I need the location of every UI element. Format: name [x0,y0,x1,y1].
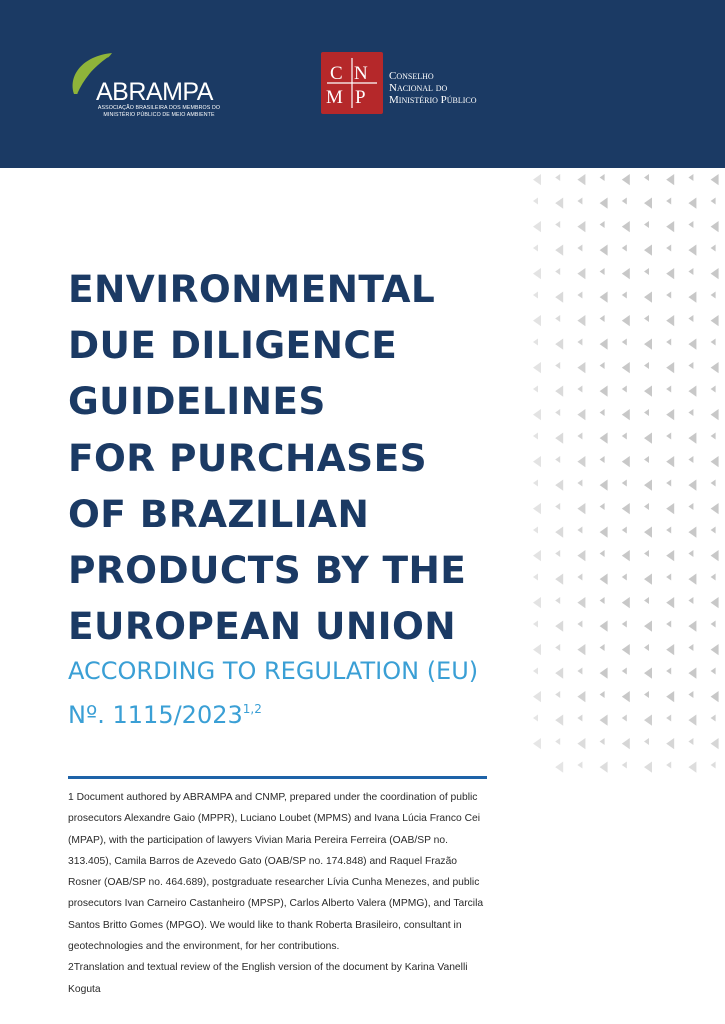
pattern-triangle [600,644,605,651]
pattern-triangle [555,715,563,726]
pattern-triangle [688,268,693,275]
pattern-triangle [622,174,630,185]
pattern-triangle [644,527,652,538]
pattern-triangle [688,362,693,369]
pattern-triangle [688,198,696,209]
pattern-triangle [688,221,693,228]
pattern-triangle [555,597,560,604]
footnotes [68,787,490,1000]
pattern-triangle [688,738,693,745]
pattern-triangle [622,315,630,326]
title-line: FOR PURCHASES [68,435,427,480]
pattern-triangle [533,386,538,393]
pattern-triangle [600,574,608,585]
pattern-triangle [533,268,541,279]
pattern-triangle [644,198,652,209]
pattern-triangle [666,221,674,232]
pattern-triangle [711,668,716,675]
pattern-triangle [577,456,585,467]
pattern-triangle [688,715,696,726]
pattern-triangle [600,715,608,726]
pattern-triangle [600,268,605,275]
pattern-triangle [711,597,719,608]
pattern-triangle [533,503,541,514]
pattern-triangle [622,339,627,346]
pattern-triangle [555,292,563,303]
pattern-triangle [555,480,563,491]
pattern-triangle [711,198,716,205]
pattern-triangle [688,691,693,698]
pattern-triangle [622,292,627,299]
pattern-triangle [600,597,605,604]
pattern-triangle [533,174,541,185]
pattern-triangle [666,174,674,185]
pattern-triangle [555,362,560,369]
pattern-triangle [666,644,674,655]
pattern-triangle [711,174,719,185]
abrampa-subtitle: ASSOCIAÇÃO BRASILEIRA DOS MEMBROS DO MINISTÉRIO PÚBLICO DE MEIO AMBIENTE [97,105,221,118]
pattern-triangle [688,480,696,491]
pattern-triangle [644,574,652,585]
pattern-triangle [577,245,582,252]
pattern-triangle [555,550,560,557]
pattern-triangle [600,668,608,679]
cnmp-line-3: Ministério Público [389,94,477,106]
pattern-triangle [577,762,582,769]
pattern-triangle [622,668,627,675]
pattern-triangle [711,762,716,769]
pattern-triangle [555,668,563,679]
pattern-triangle [666,550,674,561]
pattern-triangle [644,315,649,322]
pattern-triangle [688,174,693,181]
abrampa-logo [66,50,226,120]
cnmp-line-2: Nacional do [389,82,448,94]
pattern-triangle [600,315,605,322]
cnmp-logo [321,52,521,116]
pattern-triangle [688,597,693,604]
pattern-triangle [644,174,649,181]
pattern-triangle [688,550,693,557]
footnote-reference: 1,2 [242,702,262,716]
pattern-triangle [666,339,671,346]
pattern-triangle [533,597,541,608]
pattern-triangle [555,268,560,275]
pattern-triangle [555,433,563,444]
pattern-triangle [555,738,560,745]
pattern-triangle [622,621,627,628]
pattern-triangle [688,292,696,303]
pattern-triangle [600,480,608,491]
pattern-triangle [622,480,627,487]
pattern-triangle [577,574,582,581]
pattern-triangle [600,386,608,397]
pattern-triangle [644,433,652,444]
pattern-triangle [577,409,585,420]
pattern-triangle [555,245,563,256]
pattern-triangle [577,550,585,561]
abrampa-name: ABRAMPA [96,78,213,106]
title-line: DUE DILIGENCE [68,323,398,368]
pattern-triangle [622,221,630,232]
pattern-triangle [622,527,627,534]
pattern-triangle [711,221,719,232]
pattern-triangle [666,362,674,373]
pattern-triangle [600,409,605,416]
pattern-triangle [600,221,605,228]
svg-text:M: M [326,87,343,108]
pattern-triangle [622,550,630,561]
pattern-triangle [600,621,608,632]
pattern-triangle [577,292,582,299]
pattern-triangle [555,574,563,585]
subtitle-line-1: ACCORDING TO REGULATION (EU) [68,657,479,685]
pattern-triangle [644,339,652,350]
pattern-triangle [688,644,693,651]
pattern-triangle [533,668,538,675]
pattern-triangle [622,433,627,440]
pattern-triangle [688,527,696,538]
pattern-triangle [666,597,674,608]
pattern-triangle [555,315,560,322]
pattern-triangle [577,644,585,655]
pattern-triangle [644,362,649,369]
pattern-triangle [622,762,627,769]
pattern-triangle [666,668,671,675]
pattern-triangle [600,503,605,510]
pattern-triangle [644,621,652,632]
regulation-number: Nº. 1115/2023 [68,701,243,729]
pattern-triangle [555,762,563,773]
pattern-triangle [577,362,585,373]
pattern-triangle [600,456,605,463]
document-title [68,261,508,654]
pattern-triangle [666,738,674,749]
cnmp-line-1: Conselho [389,70,434,82]
pattern-triangle [666,527,671,534]
pattern-triangle [688,668,696,679]
pattern-triangle [711,621,716,628]
pattern-triangle [577,738,585,749]
pattern-triangle [688,409,693,416]
pattern-triangle [533,456,541,467]
pattern-triangle [555,503,560,510]
pattern-triangle [533,480,538,487]
title-line: OF BRAZILIAN [68,491,370,536]
pattern-triangle [622,386,627,393]
pattern-triangle [577,221,585,232]
pattern-triangle [533,433,538,440]
pattern-triangle [622,268,630,279]
pattern-triangle [577,268,585,279]
pattern-triangle [555,527,563,538]
pattern-triangle [533,691,541,702]
svg-text:N: N [354,63,368,84]
pattern-triangle [533,198,538,205]
pattern-triangle [555,339,563,350]
pattern-triangle [666,315,674,326]
pattern-triangle [666,762,671,769]
cnmp-name [389,70,529,106]
pattern-triangle [666,691,674,702]
pattern-triangle [666,409,674,420]
pattern-triangle [711,715,716,722]
pattern-triangle [622,715,627,722]
pattern-triangle [711,292,716,299]
pattern-triangle [644,268,649,275]
pattern-triangle [600,691,605,698]
pattern-triangle [711,644,719,655]
svg-text:P: P [355,87,366,108]
pattern-triangle [644,691,649,698]
pattern-triangle [666,433,671,440]
pattern-triangle [711,362,719,373]
pattern-triangle [666,621,671,628]
pattern-triangle [533,339,538,346]
pattern-triangle [533,409,541,420]
pattern-triangle [533,621,538,628]
svg-text:C: C [330,63,343,84]
pattern-triangle [666,292,671,299]
pattern-triangle [644,644,649,651]
pattern-triangle [555,409,560,416]
pattern-triangle [600,174,605,181]
title-line: EUROPEAN UNION [68,604,457,649]
pattern-triangle [577,668,582,675]
triangle-pattern [525,168,725,788]
pattern-triangle [711,480,716,487]
pattern-triangle [600,339,608,350]
pattern-triangle [600,762,608,773]
pattern-triangle [711,409,719,420]
pattern-triangle [688,456,693,463]
pattern-triangle [622,456,630,467]
pattern-triangle [711,386,716,393]
pattern-triangle [711,315,719,326]
pattern-triangle [644,597,649,604]
pattern-triangle [600,362,605,369]
pattern-triangle [555,644,560,651]
cover-header [0,0,725,168]
pattern-triangle [577,174,585,185]
pattern-triangle [555,456,560,463]
pattern-triangle [555,198,563,209]
pattern-triangle [533,644,541,655]
pattern-triangle [666,268,674,279]
pattern-triangle [644,668,652,679]
pattern-triangle [555,691,560,698]
pattern-triangle [600,527,608,538]
pattern-triangle [555,174,560,181]
pattern-triangle [600,433,608,444]
pattern-triangle [533,221,541,232]
pattern-triangle [688,433,696,444]
pattern-triangle [688,574,696,585]
pattern-triangle [666,456,674,467]
footnote-2: 2Translation and textual review of the English version of the document by Karina Vanelli Koguta [68,962,468,995]
pattern-triangle [644,715,652,726]
pattern-triangle [577,339,582,346]
pattern-triangle [666,245,671,252]
pattern-triangle [711,691,719,702]
pattern-triangle [711,245,716,252]
pattern-triangle [666,574,671,581]
pattern-triangle [644,386,652,397]
pattern-triangle [577,691,585,702]
pattern-triangle [711,550,719,561]
pattern-triangle [644,738,649,745]
pattern-triangle [600,738,605,745]
cnmp-seal-icon [321,52,383,114]
pattern-triangle [688,762,696,773]
pattern-triangle [644,456,649,463]
pattern-triangle [577,715,582,722]
pattern-triangle [622,245,627,252]
pattern-triangle [688,245,696,256]
pattern-triangle [711,503,719,514]
pattern-triangle [622,738,630,749]
pattern-triangle [711,433,716,440]
pattern-triangle [688,315,693,322]
pattern-triangle [577,386,582,393]
pattern-triangle [688,386,696,397]
pattern-triangle [600,292,608,303]
pattern-triangle [666,715,671,722]
pattern-triangle [555,621,563,632]
pattern-triangle [644,245,652,256]
pattern-triangle [555,386,563,397]
pattern-triangle [711,456,719,467]
pattern-triangle [600,198,608,209]
pattern-triangle [533,315,541,326]
pattern-triangle [577,433,582,440]
pattern-triangle [533,527,538,534]
pattern-triangle [622,503,630,514]
pattern-triangle [533,738,541,749]
pattern-triangle [577,315,585,326]
pattern-triangle [644,762,652,773]
pattern-triangle [600,550,605,557]
footnote-divider [68,776,487,779]
pattern-triangle [622,198,627,205]
pattern-triangle [533,574,538,581]
pattern-triangle [622,409,630,420]
pattern-triangle [577,597,585,608]
pattern-triangle [533,292,538,299]
pattern-triangle [711,268,719,279]
pattern-triangle [622,691,630,702]
document-subtitle [68,652,508,734]
pattern-triangle [622,362,630,373]
pattern-triangle [644,550,649,557]
cnmp-emblem [321,52,383,114]
pattern-triangle [644,503,649,510]
title-line: GUIDELINES [68,379,326,424]
pattern-triangle [533,715,538,722]
pattern-triangle [644,480,652,491]
pattern-triangle [555,221,560,228]
pattern-triangle [688,503,693,510]
pattern-triangle [622,644,630,655]
pattern-triangle [533,362,541,373]
pattern-triangle [577,527,582,534]
pattern-triangle [711,339,716,346]
pattern-triangle [622,597,630,608]
title-line: PRODUCTS BY THE [68,548,467,593]
pattern-triangle [577,198,582,205]
pattern-triangle [533,550,541,561]
pattern-triangle [666,198,671,205]
pattern-triangle [688,621,696,632]
pattern-triangle [644,292,652,303]
pattern-triangle [600,245,608,256]
pattern-triangle [644,409,649,416]
pattern-triangle [666,386,671,393]
pattern-triangle [666,480,671,487]
pattern-triangle [711,574,716,581]
pattern-triangle [533,245,538,252]
pattern-triangle [577,621,582,628]
pattern-triangle [577,503,585,514]
title-line: ENVIRONMENTAL [68,267,436,311]
pattern-triangle [577,480,582,487]
pattern-triangle [711,738,719,749]
subtitle-line-2 [68,690,508,734]
footnote-1: 1 Document authored by ABRAMPA and CNMP, prepared under the coordination of public prosecutors Alexandre Gaio (MPPR), Luciano Loubet (MPMS) and Ivana Lúcia Franco Cei (MPAP), with the participation of lawyers Vivian Maria Pereira Ferreira (OAB/SP no. 313.405), Camila Barros de Azevedo Gato (OAB/SP no. 174.848) and Raquel Frazão Rosner (OAB/SP no. 464.689), postgraduate researcher Lívia Cunha Menezes, and public prosecutors Ivan Carneiro Castanheiro (MPSP), Carlos Alberto Valera (MPMG), and Tarcila Santos Britto Gomes (MPGO). We would like to thank Roberta Brasileiro, consultant in geotechnologies and the environment, for her contributions. [68,792,484,953]
pattern-triangle [622,574,627,581]
pattern-triangle [666,503,674,514]
pattern-triangle [644,221,649,228]
pattern-triangle [711,527,716,534]
pattern-triangle [688,339,696,350]
